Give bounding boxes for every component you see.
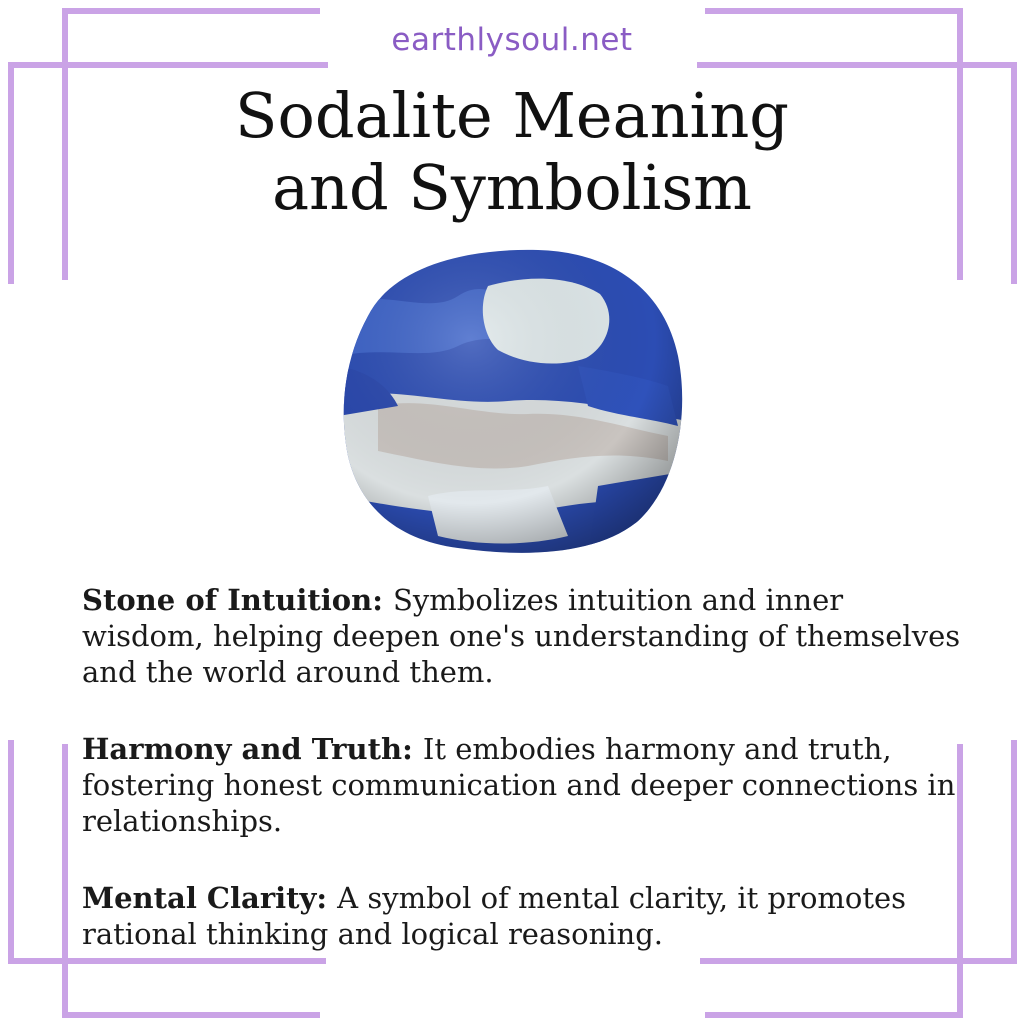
page-title-line-1: Sodalite Meaning [235,79,789,152]
page-title [0,80,1024,224]
frame-line-bottom-left-h2 [62,1012,320,1018]
frame-line-bottom-left-v [8,740,14,964]
list-item-harmony-and-truth [82,731,962,839]
list-item-stone-of-intuition [82,582,962,690]
frame-line-bottom-right-h2 [705,1012,963,1018]
symbolism-list [82,582,962,993]
page-title-line-2: and Symbolism [272,151,752,224]
frame-line-top-left-h [62,8,320,14]
item-heading: Stone of Intuition: [82,583,394,617]
item-heading: Mental Clarity: [82,881,338,915]
frame-line-top-right-h2 [697,62,1017,68]
list-item-mental-clarity [82,880,962,952]
frame-line-top-left-h2 [8,62,328,68]
frame-line-bottom-left-v2 [62,744,68,1018]
item-heading: Harmony and Truth: [82,732,423,766]
item-text: A symbol of mental clarity, it promotes rational thinking and logical reasoning. [82,881,907,951]
item-text: Symbolizes intuition and inner wisdom, helping deepen one's understanding of themselves and the world around them. [82,583,961,689]
frame-line-top-right-h [705,8,963,14]
frame-line-bottom-right-v [1011,740,1017,964]
item-text: It embodies harmony and truth, fostering honest communication and deeper connections in relationships. [82,732,956,838]
brand-logo[interactable] [0,22,1024,58]
sodalite-stone-image [338,246,688,558]
brand-logo-text: earthlysoul.net [391,22,633,58]
